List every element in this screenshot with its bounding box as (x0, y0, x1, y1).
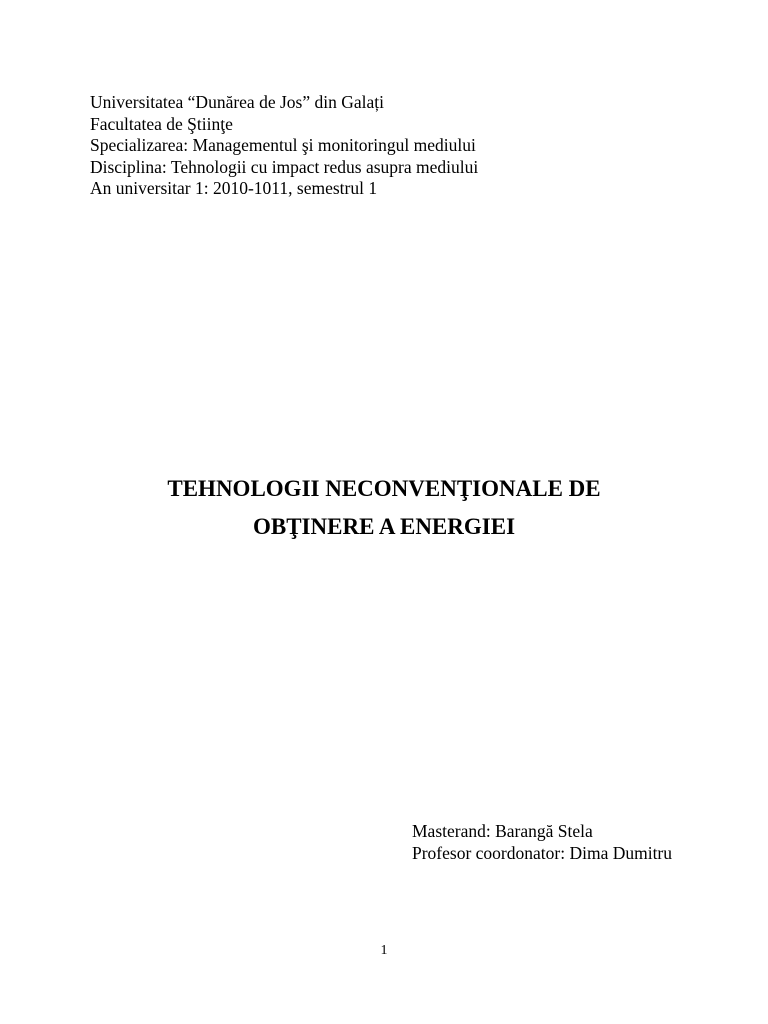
document-header (90, 92, 690, 200)
document-title (0, 470, 768, 546)
author-info (412, 821, 752, 864)
discipline-line: Disciplina: Tehnologii cu impact redus asupra mediului (90, 156, 479, 177)
specialization-line: Specializarea: Managementul şi monitoringul mediului (90, 135, 476, 155)
coordinator-name: Profesor coordonator: Dima Dumitru (412, 842, 673, 863)
university-name: Universitatea “Dunărea de Jos” din Galați (90, 92, 384, 112)
title-line-2: OBŢINERE A ENERGIEI (252, 514, 516, 539)
academic-year-line: An universitar 1: 2010-1011, semestrul 1 (90, 178, 378, 198)
faculty-name: Facultatea de Ştiinţe (90, 113, 233, 134)
page-number: 1 (380, 943, 388, 958)
student-name: Masterand: Barangă Stela (412, 821, 593, 841)
title-line-1: TEHNOLOGII NECONVENŢIONALE DE (167, 476, 601, 501)
